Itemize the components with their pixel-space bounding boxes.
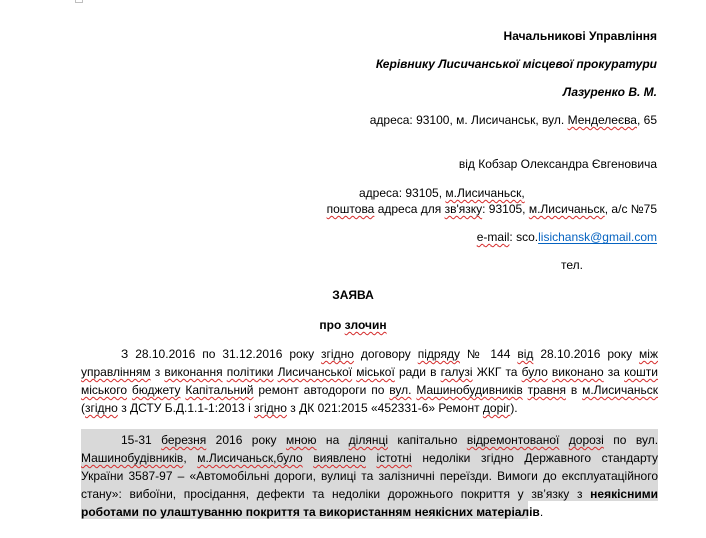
sender-phone <box>561 258 583 273</box>
body2-line-1 <box>121 431 658 449</box>
t: з <box>150 365 165 379</box>
recipient-line-1 <box>504 29 657 44</box>
t: недоліки згідно Державного стандарту <box>411 451 658 465</box>
t: Лисичанської <box>277 365 353 379</box>
t: згідно <box>254 401 287 415</box>
t: Капітальний <box>185 383 254 397</box>
t: міського <box>81 383 128 397</box>
recipient-office: Керівнику Лисичанської місцевої прокуратури <box>375 57 657 71</box>
t: , <box>183 451 198 465</box>
t: політики <box>226 365 274 379</box>
sender-address-text: адреса: 93105, <box>359 186 446 200</box>
body1-line-4 <box>81 399 658 417</box>
email-link[interactable]: lisichansk@gmail.com <box>538 230 657 244</box>
t: дорозі <box>568 433 604 447</box>
recipient-address-text: адреса: 93100, м. Лисичанськ, вул. <box>369 113 568 127</box>
t: м.Лисичаньск,було <box>197 451 303 465</box>
recipient-title: Начальникові Управління <box>503 29 657 43</box>
phone-label: тел. <box>561 258 583 272</box>
t: управлінням <box>81 365 151 379</box>
document-subtitle <box>0 318 706 333</box>
postal-mid: адреса для <box>374 202 445 216</box>
t: кошти <box>624 365 659 379</box>
t: Машинобудівників <box>81 451 184 465</box>
t: березня <box>161 433 207 447</box>
t: підряду <box>417 347 460 361</box>
t: згідно <box>85 401 118 415</box>
t: мною <box>285 433 317 447</box>
t: України 3587-97 – «Автомобільні дороги, вулиці та залізничні переїзди. Вимоги до експлуатаційного <box>81 469 658 483</box>
t: . <box>539 505 544 519</box>
t: від <box>517 347 534 361</box>
t: капітально <box>388 433 467 447</box>
t: вул. <box>389 383 412 397</box>
t: 15-31 <box>121 433 162 447</box>
t <box>366 451 377 465</box>
body2-line-2 <box>81 449 658 467</box>
sender-name: від Кобзар Олександра Євгеновича <box>458 157 657 171</box>
body2-line-5 <box>81 503 658 521</box>
t: стану»: вибоїни, просідання, дефекти та недоліки дорожнього покриття у зв’язку з <box>81 487 591 501</box>
t: виявлено <box>313 451 366 465</box>
sender-address-city: м.Лисичаньск <box>445 186 522 200</box>
t: ремонт автодороги по <box>253 383 390 397</box>
t: договору <box>353 347 418 361</box>
t: згідно <box>321 347 354 361</box>
t: ). <box>510 401 518 415</box>
sender-email <box>477 230 657 245</box>
t: З 28.10.2016 по 31.12.2016 року <box>121 347 322 361</box>
t: галузі <box>440 365 473 379</box>
recipient-address-street: Менделеєва <box>567 113 637 127</box>
email-label: e-mail <box>476 230 510 244</box>
t: м.Лисичаньск <box>582 383 658 397</box>
body1-line-2 <box>81 363 658 381</box>
t: на <box>316 433 349 447</box>
t: ради в <box>394 365 441 379</box>
email-prefix: : sco. <box>509 230 539 244</box>
t: № 144 <box>459 347 518 361</box>
sender-postal-address <box>327 202 657 217</box>
t: за <box>603 365 625 379</box>
body1-line-3 <box>81 381 658 399</box>
t: бюджету <box>131 383 181 397</box>
t: неякісними <box>590 487 658 501</box>
t: з ДК 021:2015 «452331-6» Ремонт <box>286 401 483 415</box>
postal-word: поштова <box>326 202 375 216</box>
recipient-address <box>370 113 657 128</box>
t: 2016 року <box>206 433 286 447</box>
body2-line-4 <box>81 485 658 503</box>
t: істотні <box>376 451 412 465</box>
t: роботами по улаштуванню покриття та використанням неякісних матеріалів <box>81 505 540 519</box>
t <box>303 451 314 465</box>
recipient-name: Лазуренко В. М. <box>562 85 657 99</box>
t: ділянці <box>348 433 389 447</box>
t: з ДСТУ Б.Д.1.1-1:2013 і <box>117 401 255 415</box>
postal-box: , а/с №75 <box>604 202 657 216</box>
t: було <box>521 365 548 379</box>
t: по вул. <box>603 433 659 447</box>
sender-address-end: , <box>521 186 525 200</box>
recipient-line-3 <box>563 85 657 100</box>
t: доріг <box>482 401 511 415</box>
postal-index: : 93105, <box>482 202 529 216</box>
document-title <box>0 288 706 303</box>
page-corner-mark <box>75 0 83 3</box>
t: в <box>565 383 583 397</box>
recipient-line-2 <box>376 57 657 72</box>
t: між <box>639 347 658 361</box>
t: виконано <box>551 365 604 379</box>
t: відремонтованої <box>466 433 560 447</box>
postal-city: м.Лисичаньск <box>528 202 605 216</box>
sender-address <box>359 186 525 201</box>
t <box>559 433 568 447</box>
t: виконання <box>164 365 223 379</box>
title-main: ЗАЯВА <box>332 288 374 302</box>
sender-from-line <box>459 157 657 172</box>
body2-line-3 <box>81 467 658 485</box>
body1-line-1 <box>121 345 658 363</box>
t: ЖКГ та <box>472 365 522 379</box>
recipient-address-number: , 65 <box>636 113 657 127</box>
t: 28.10.2016 року <box>533 347 640 361</box>
subtitle-prefix: про <box>319 318 345 332</box>
t: ( <box>81 401 85 415</box>
t: міської <box>356 365 395 379</box>
t: травня <box>527 383 566 397</box>
t: Машинобудивників <box>416 383 523 397</box>
postal-contact-word: зв'язку <box>444 202 483 216</box>
subtitle-word: злочин <box>344 318 387 332</box>
